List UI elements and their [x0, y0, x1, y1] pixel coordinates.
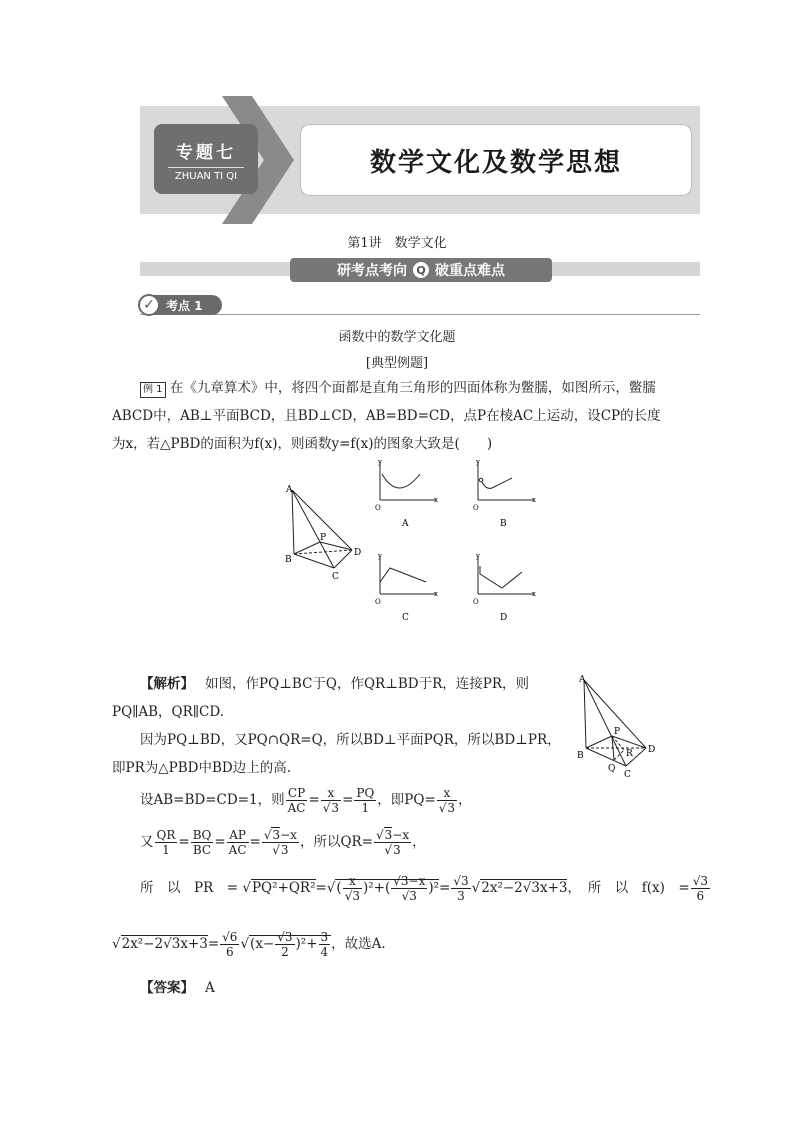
- section-band-label: [290, 258, 552, 282]
- formula-7-mid: ， 所 以 f(x) =: [567, 880, 690, 896]
- band-right-text: 破重点难点: [435, 263, 505, 279]
- fig2-label-r: R: [626, 749, 633, 759]
- band-left-text: 研考点考向: [337, 263, 407, 279]
- formula-6-mid: ，所以QR=: [299, 834, 373, 850]
- answer-label: 【答案】: [140, 980, 188, 996]
- fig2-label-b: B: [577, 751, 584, 761]
- graph-c-x: x: [434, 590, 438, 598]
- formula-line-5: 设AB=BD=CD=1，则 $\frac{CP}{AC}$ = $\frac{x}{√3}$ = $\frac{PQ}{1}$ ，即PQ= $\frac{x}{√3}$ ，: [112, 786, 712, 815]
- topic-badge-pinyin: ZHUAN TI QI: [168, 167, 244, 182]
- graph-c-origin: O: [375, 598, 381, 606]
- formula-line-7: 所 以 PR = √PQ²+QR²=√( $\frac{x}{√3}$ )²+( $\frac{√3-x}{√3}$ )²= $\frac{√3}{3}$ √2x²−2√3x+3， 所 以 f(x) = $\frac{√3}{6}$: [112, 874, 712, 903]
- tetra-label-p: P: [320, 533, 327, 543]
- fig2-label-d: D: [648, 745, 656, 755]
- solution-line-3: 因为PQ⊥BD，又PQ∩QR=Q，所以BD⊥平面PQR，所以BD⊥PR，: [140, 732, 561, 748]
- graph-d-origin: O: [473, 598, 479, 606]
- graph-d-y: y: [476, 552, 480, 560]
- graph-b-origin: O: [473, 504, 479, 512]
- graph-d-label: D: [500, 613, 508, 623]
- solution-label: 【解析】: [140, 676, 188, 692]
- checkmark-icon: ✓: [138, 294, 160, 316]
- lecture-title: 第1讲 数学文化: [347, 236, 447, 251]
- solution-line-2: PQ∥AB，QR∥CD.: [112, 704, 224, 720]
- graph-b-y: y: [476, 458, 480, 466]
- section-title: 函数中的数学文化题: [338, 330, 456, 345]
- title-box: [300, 124, 692, 196]
- graph-a-origin: O: [375, 504, 381, 512]
- example-line-1: 在《九章算术》中，将四个面都是直角三角形的四面体称为鳖臑，如图所示，鳖臑: [169, 380, 656, 396]
- tetra-label-b: B: [285, 555, 292, 565]
- fig2-label-a: A: [579, 675, 586, 685]
- solution-line-4: 即PR为△PBD中BD边上的高.: [112, 760, 291, 776]
- graph-c-y: y: [378, 552, 382, 560]
- graph-choice-b: [468, 458, 538, 530]
- tetra-label-c: C: [332, 572, 339, 582]
- formula-8-end: ，故选A.: [331, 936, 386, 952]
- fig2-label-p: P: [614, 727, 621, 737]
- tetrahedron-figure: [280, 482, 370, 582]
- fig2-label-c: C: [624, 770, 631, 780]
- formula-5-mid: ，即PQ=: [377, 792, 436, 808]
- graph-choice-a: [370, 458, 440, 530]
- topic-badge-title: 专题七: [176, 143, 236, 163]
- graph-b-x: x: [532, 496, 536, 504]
- example-text: [112, 374, 682, 458]
- formula-6-pre: 又: [140, 834, 154, 850]
- graph-choice-c: [370, 552, 440, 624]
- q-circle-icon: Q: [413, 262, 429, 278]
- solution-line-1: 如图，作PQ⊥BC于Q，作QR⊥BD于R，连接PR，则: [205, 676, 530, 692]
- formula-5-pre: 设AB=BD=CD=1，则: [140, 792, 285, 808]
- graph-a-x: x: [434, 496, 438, 504]
- kaodian-label: 考点 1: [166, 298, 203, 313]
- fig2-label-q: Q: [608, 764, 616, 774]
- graph-b-label: B: [500, 519, 507, 529]
- tetra-label-d: D: [354, 548, 362, 558]
- example-badge: 例 1: [140, 382, 166, 398]
- example-line-3: 为x，若△PBD的面积为f(x)，则函数y=f(x)的图象大致是( ): [112, 436, 493, 452]
- answer-value: A: [205, 980, 215, 996]
- graph-a-label: A: [402, 519, 409, 529]
- graph-c-label: C: [402, 613, 409, 623]
- topic-badge: [154, 124, 258, 194]
- solution-block: [112, 670, 562, 782]
- graph-a-y: y: [378, 458, 382, 466]
- formula-line-8: √2x²−2√3x+3= $\frac{√6}{6}$ √(x− $\frac{√3}{2}$ )²+ $\frac{3}{4}$ ，故选A.: [112, 930, 386, 959]
- tetra-label-a: A: [286, 485, 293, 495]
- kaodian-divider: [140, 314, 700, 315]
- example-type: [典型例题]: [365, 356, 429, 371]
- formula-7-pre: 所 以 PR =: [140, 880, 239, 896]
- answer-line: [112, 974, 682, 1002]
- kaodian-badge: [140, 295, 222, 315]
- formula-line-6: 又 $\frac{QR}{1}$ = $\frac{BQ}{BC}$ = $\frac{AP}{AC}$ = $\frac{√3-x}{√3}$ ，所以QR= $\frac{√3-x}{√3}$ ，: [112, 828, 712, 857]
- graph-d-x: x: [532, 590, 536, 598]
- tetrahedron-figure-2: [574, 672, 664, 782]
- example-line-2: ABCD中，AB⊥平面BCD，且BD⊥CD，AB=BD=CD，点P在棱AC上运动，设CP的长度: [112, 408, 661, 424]
- page-title: 数学文化及数学思想: [369, 147, 622, 178]
- graph-choice-d: [468, 552, 538, 624]
